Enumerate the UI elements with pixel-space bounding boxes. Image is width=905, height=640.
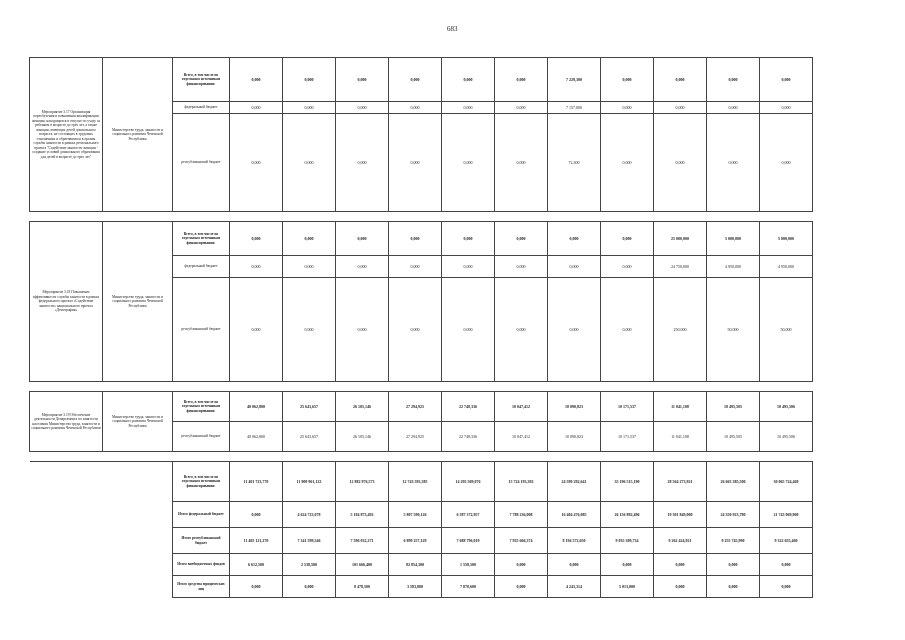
value-cell: 0,000 (601, 58, 654, 102)
total-value: 11 405 121,270 (230, 528, 283, 554)
value-cell: 0,000 (336, 256, 389, 278)
total-value: 5 184 873,492 (336, 502, 389, 528)
funding-source-cell: федеральный бюджет (173, 256, 230, 278)
table-row (30, 58, 813, 102)
total-row (30, 576, 813, 598)
value-cell: 40 062,800 (230, 422, 283, 452)
page-number: 683 (447, 25, 458, 33)
total-value: 12 743 593,385 (389, 462, 442, 502)
value-cell: 0,000 (442, 102, 495, 114)
value-cell: 10 495,505 (707, 392, 760, 422)
total-value: 24 350 923,780 (707, 502, 760, 528)
value-cell: 26 105,146 (336, 422, 389, 452)
total-value: 0,000 (601, 554, 654, 576)
row-gap (30, 452, 813, 462)
financing-table (29, 57, 813, 598)
value-cell: 0,000 (601, 114, 654, 212)
funding-source-cell: республиканский бюджет (173, 114, 230, 212)
executor-cell: Министерство труда, занятости и социального развития Чеченской Республики (103, 392, 173, 452)
total-value: 0,000 (760, 576, 813, 598)
value-cell: 0,000 (495, 278, 548, 382)
value-cell: 250,000 (654, 278, 707, 382)
total-value: 7 788 236,008 (495, 502, 548, 528)
total-value: 15 724 193,392 (495, 462, 548, 502)
total-value: 0,000 (495, 576, 548, 598)
row-gap (30, 212, 813, 222)
executor-cell: Министерство труда, занятости и социального развития Чеченской Республики (103, 58, 173, 212)
value-cell: 0,000 (495, 256, 548, 278)
total-value: 7 870,600 (442, 576, 495, 598)
total-value: 0,000 (230, 576, 283, 598)
total-value: 5 013,000 (601, 576, 654, 598)
value-cell: 0,000 (389, 278, 442, 382)
total-value: 0 478,500 (336, 576, 389, 598)
value-cell: 0,000 (442, 256, 495, 278)
value-cell: 0,000 (283, 114, 336, 212)
value-cell: 0,000 (230, 278, 283, 382)
funding-source-cell: Всего, в том числе по отдельным источникам финансирования: (173, 392, 230, 422)
value-cell: 0,000 (336, 222, 389, 256)
value-cell: 0,000 (654, 102, 707, 114)
value-cell: 0,000 (283, 58, 336, 102)
value-cell: 0,000 (760, 102, 813, 114)
value-cell: 0,000 (654, 114, 707, 212)
total-label: Итого внебюджетных фондов (173, 554, 230, 576)
total-value: 5 807 590,126 (389, 502, 442, 528)
value-cell: 72,300 (548, 114, 601, 212)
total-value: 82 854,300 (389, 554, 442, 576)
value-cell: 27 294,925 (389, 392, 442, 422)
measure-label: Мероприятие 3.18 Повышение эффективности службы занятости в рамках федерального проекта «Содействие занятости» национального проекта «Демография» (30, 222, 103, 382)
total-value: 9 255 745,990 (707, 528, 760, 554)
value-cell: 0,000 (654, 58, 707, 102)
total-value: 0,000 (548, 554, 601, 576)
total-value: 6 612,500 (230, 554, 283, 576)
total-row (30, 528, 813, 554)
total-value: 7 596 032,271 (336, 528, 389, 554)
total-value: 101 666,400 (336, 554, 389, 576)
value-cell: 0,000 (760, 58, 813, 102)
total-value: 7 341 599,546 (283, 528, 336, 554)
value-cell: 0,000 (548, 256, 601, 278)
value-cell: 0,000 (283, 222, 336, 256)
value-cell: 0,000 (601, 256, 654, 278)
value-cell: 22 748,336 (442, 392, 495, 422)
value-cell: 25 643,657 (283, 392, 336, 422)
value-cell: 4 950,000 (760, 256, 813, 278)
value-cell: 50,000 (760, 278, 813, 382)
value-cell: 0,000 (336, 58, 389, 102)
value-cell: 5 000,000 (707, 222, 760, 256)
total-label: Итого республиканский бюджет (173, 528, 230, 554)
funding-source-cell: республиканский бюджет (173, 278, 230, 382)
value-cell: 0,000 (601, 278, 654, 382)
total-value: 0,000 (707, 576, 760, 598)
value-cell: 10 047,412 (495, 422, 548, 452)
funding-source-cell: республиканский бюджет (173, 422, 230, 452)
total-value: 11 909 961,122 (283, 462, 336, 502)
value-cell: 10 171,537 (601, 422, 654, 452)
value-cell: 26 105,146 (336, 392, 389, 422)
total-value: 7 935 666,374 (495, 528, 548, 554)
total-value: 6 899 257,129 (389, 528, 442, 554)
total-label: Итого федеральный бюджет (173, 502, 230, 528)
value-cell: 5 000,000 (760, 222, 813, 256)
value-cell: 0,000 (389, 114, 442, 212)
total-label: Всего, в том числе по отдельным источникам финансирования: (173, 462, 230, 502)
value-cell: 0,000 (336, 114, 389, 212)
total-value: 30 065 724,469 (760, 462, 813, 502)
table-row (30, 222, 813, 256)
value-cell: 0,000 (442, 58, 495, 102)
executor-cell: Министерство труда, занятости и социального развития Чеченской Республики (103, 222, 173, 382)
total-value: 28 564 273,921 (654, 462, 707, 502)
table-row (30, 392, 813, 422)
total-value: 0,000 (654, 554, 707, 576)
value-cell: 0,000 (230, 102, 283, 114)
total-value: 11 401 723,770 (230, 462, 283, 502)
value-cell: 27 294,925 (389, 422, 442, 452)
total-value: 9 322 655,460 (760, 528, 813, 554)
value-cell: 0,000 (389, 58, 442, 102)
total-value: 1 558,500 (442, 554, 495, 576)
total-value: 0,000 (654, 576, 707, 598)
total-value: 14 295 509,076 (442, 462, 495, 502)
value-cell: 25 000,000 (654, 222, 707, 256)
value-cell: 0,000 (495, 222, 548, 256)
value-cell: 10 171,537 (601, 392, 654, 422)
total-value: 0,000 (495, 554, 548, 576)
total-value: 26 663 385,500 (707, 462, 760, 502)
measure-label: Мероприятие 3.19 Обеспечение деятельности Департамента по занятости населения Министерства труда, занятости и социального развития Чеченской Республики (30, 392, 103, 452)
funding-source-cell: федеральный бюджет (173, 102, 230, 114)
value-cell: 0,000 (548, 222, 601, 256)
value-cell: 0,000 (601, 222, 654, 256)
value-cell: 0,000 (389, 256, 442, 278)
value-cell: 0,000 (548, 278, 601, 382)
value-cell: 0,000 (601, 102, 654, 114)
total-value: 26 156 892,496 (601, 502, 654, 528)
total-value: 0,000 (760, 554, 813, 576)
total-row (30, 554, 813, 576)
value-cell: 0,000 (442, 222, 495, 256)
value-cell: 0,000 (442, 114, 495, 212)
total-value: 9 262 424,921 (654, 528, 707, 554)
value-cell: 24 750,000 (654, 256, 707, 278)
value-cell: 0,000 (442, 278, 495, 382)
total-value: 0,000 (283, 576, 336, 598)
funding-source-cell: Всего, в том числе по отдельным источникам финансирования: (173, 222, 230, 256)
value-cell: 10 090,823 (548, 422, 601, 452)
value-cell: 0,000 (230, 58, 283, 102)
value-cell: 7 157,000 (548, 102, 601, 114)
total-value: 16 404 476,085 (548, 502, 601, 528)
value-cell: 0,000 (283, 256, 336, 278)
total-value: 35 196 515,190 (601, 462, 654, 502)
total-value: 0,000 (707, 554, 760, 576)
value-cell: 40 062,800 (230, 392, 283, 422)
total-value: 4 243,314 (548, 576, 601, 598)
total-value: 6 587 372,957 (442, 502, 495, 528)
value-cell: 0,000 (495, 58, 548, 102)
measure-label: Мероприятие 3.17 Организация переобучения и повышения квалификации женщин, находящихся в отпуске по уходу за ребенком в возрасте до трех лет, а также женщин, имеющих детей дошкольного возраста, не состоящих в трудовых отношениях и обратившихся в органы службы занятости в рамках регионального проекта "Содействие занятости женщин - создание условий дошкольного образования для детей в возрасте до трех лет" (30, 58, 103, 212)
value-cell: 0,000 (230, 114, 283, 212)
value-cell: 0,000 (495, 102, 548, 114)
value-cell: 0,000 (707, 102, 760, 114)
total-value: 4 624 723,078 (283, 502, 336, 528)
total-value: 2 538,500 (283, 554, 336, 576)
value-cell: 0,000 (230, 256, 283, 278)
value-cell: 10 495,505 (707, 422, 760, 452)
row-gap (30, 382, 813, 392)
value-cell: 7 229,300 (548, 58, 601, 102)
value-cell: 10 090,823 (548, 392, 601, 422)
value-cell: 0,000 (283, 102, 336, 114)
value-cell: 10 047,412 (495, 392, 548, 422)
total-row (30, 462, 813, 502)
total-label: Итого средства юридических лиц (173, 576, 230, 598)
total-value: 9 035 309,734 (601, 528, 654, 554)
total-value: 12 882 976,573 (336, 462, 389, 502)
funding-source-cell: Всего, в том числе по отдельным источникам финансирования: (173, 58, 230, 102)
value-cell: 0,000 (707, 114, 760, 212)
value-cell: 0,000 (389, 102, 442, 114)
total-value: 24 599 292,641 (548, 462, 601, 502)
value-cell: 11 041,108 (654, 392, 707, 422)
value-cell: 0,000 (283, 278, 336, 382)
value-cell: 0,000 (760, 114, 813, 212)
value-cell: 0,000 (336, 102, 389, 114)
total-value: 0,000 (230, 502, 283, 528)
value-cell: 0,000 (707, 58, 760, 102)
total-value: 3 583,800 (389, 576, 442, 598)
total-row (30, 502, 813, 528)
value-cell: 0,000 (336, 278, 389, 382)
value-cell: 22 748,336 (442, 422, 495, 452)
total-value: 21 743 069,900 (760, 502, 813, 528)
value-cell: 0,000 (389, 222, 442, 256)
total-value: 19 301 849,000 (654, 502, 707, 528)
value-cell: 0,000 (495, 114, 548, 212)
value-cell: 10 495,506 (760, 392, 813, 422)
total-value: 7 688 796,019 (442, 528, 495, 554)
value-cell: 0,000 (230, 222, 283, 256)
value-cell: 11 041,108 (654, 422, 707, 452)
value-cell: 50,000 (707, 278, 760, 382)
value-cell: 10 495,506 (760, 422, 813, 452)
value-cell: 4 950,000 (707, 256, 760, 278)
total-value: 8 194 572,650 (548, 528, 601, 554)
value-cell: 25 643,657 (283, 422, 336, 452)
